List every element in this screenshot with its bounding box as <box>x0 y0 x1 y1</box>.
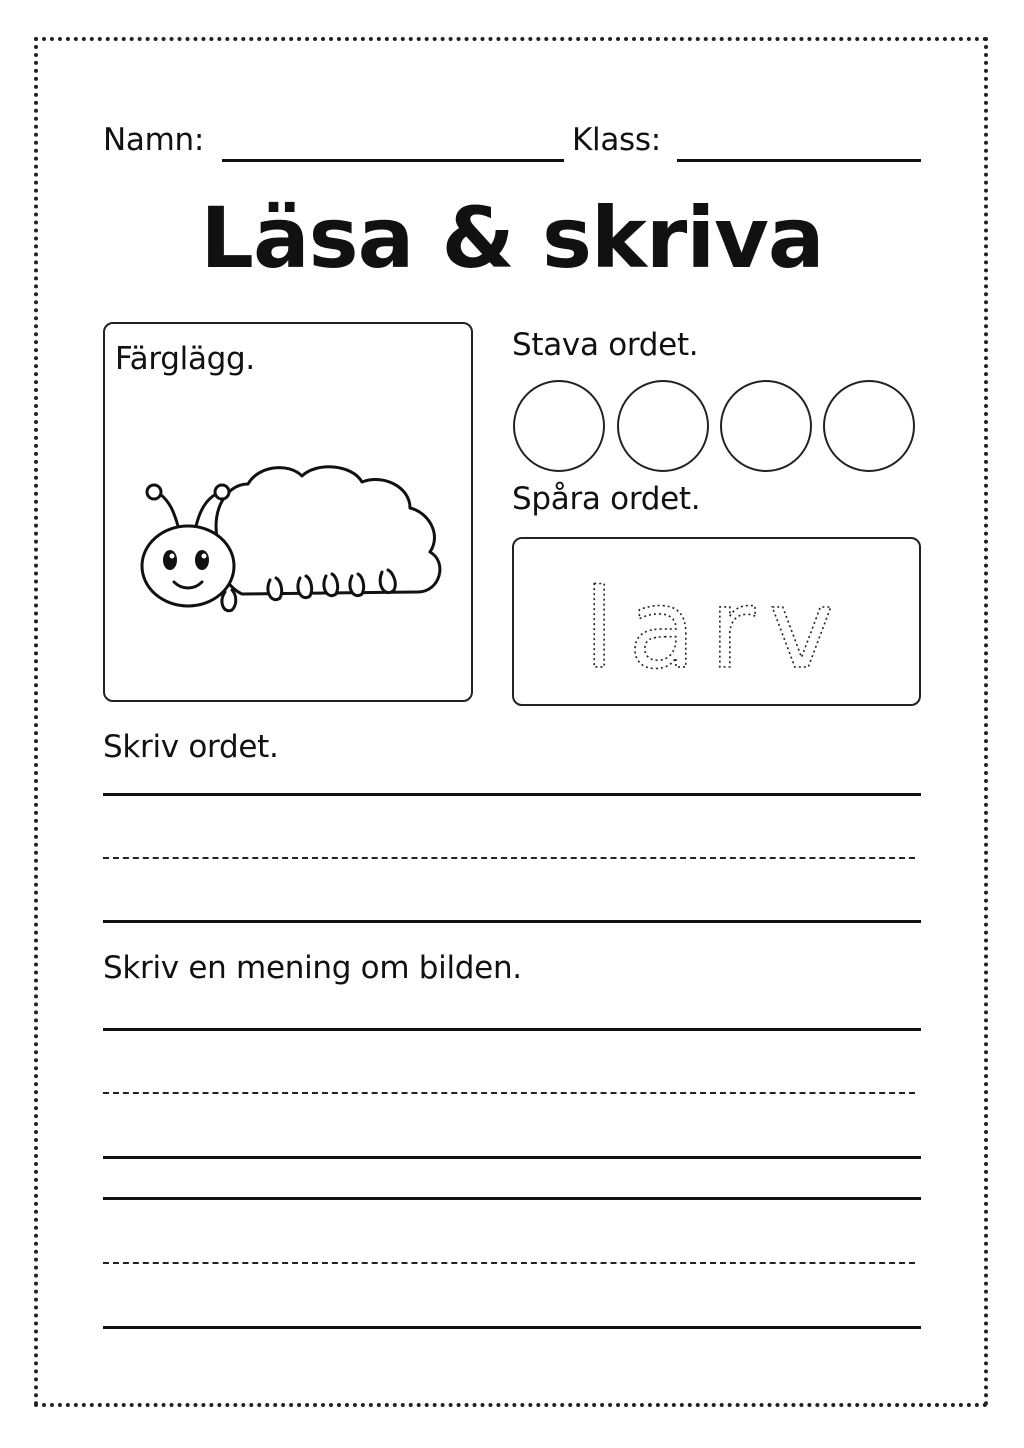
trace-label: Spåra ordet. <box>512 481 701 517</box>
caterpillar-icon[interactable] <box>130 454 450 624</box>
write-word-label: Skriv ordet. <box>103 729 279 765</box>
class-field[interactable] <box>677 159 921 162</box>
write-word-line-top[interactable] <box>103 793 921 796</box>
trace-word <box>514 539 919 704</box>
page-title: Läsa & skriva <box>200 189 824 287</box>
sentence-label: Skriv en mening om bilden. <box>103 950 522 986</box>
write-word-line-bottom[interactable] <box>103 920 921 923</box>
color-box[interactable] <box>103 322 473 702</box>
sentence-line-1-top[interactable] <box>103 1028 921 1031</box>
letter-circle-1[interactable] <box>513 380 605 472</box>
sentence-line-2-top[interactable] <box>103 1197 921 1200</box>
sentence-line-1-mid <box>103 1092 915 1094</box>
class-label: Klass: <box>572 122 661 158</box>
write-word-line-mid <box>103 857 915 859</box>
trace-word-text: larv <box>583 565 849 693</box>
color-label: Färglägg. <box>115 341 255 377</box>
name-field[interactable] <box>222 159 564 162</box>
sentence-line-2-mid <box>103 1262 915 1264</box>
trace-box[interactable] <box>512 537 921 706</box>
spell-label: Stava ordet. <box>512 327 699 363</box>
letter-circle-4[interactable] <box>823 380 915 472</box>
letter-circle-3[interactable] <box>720 380 812 472</box>
name-label: Namn: <box>103 122 204 158</box>
sentence-line-2-bottom[interactable] <box>103 1326 921 1329</box>
letter-circle-2[interactable] <box>617 380 709 472</box>
sentence-line-1-bottom[interactable] <box>103 1156 921 1159</box>
